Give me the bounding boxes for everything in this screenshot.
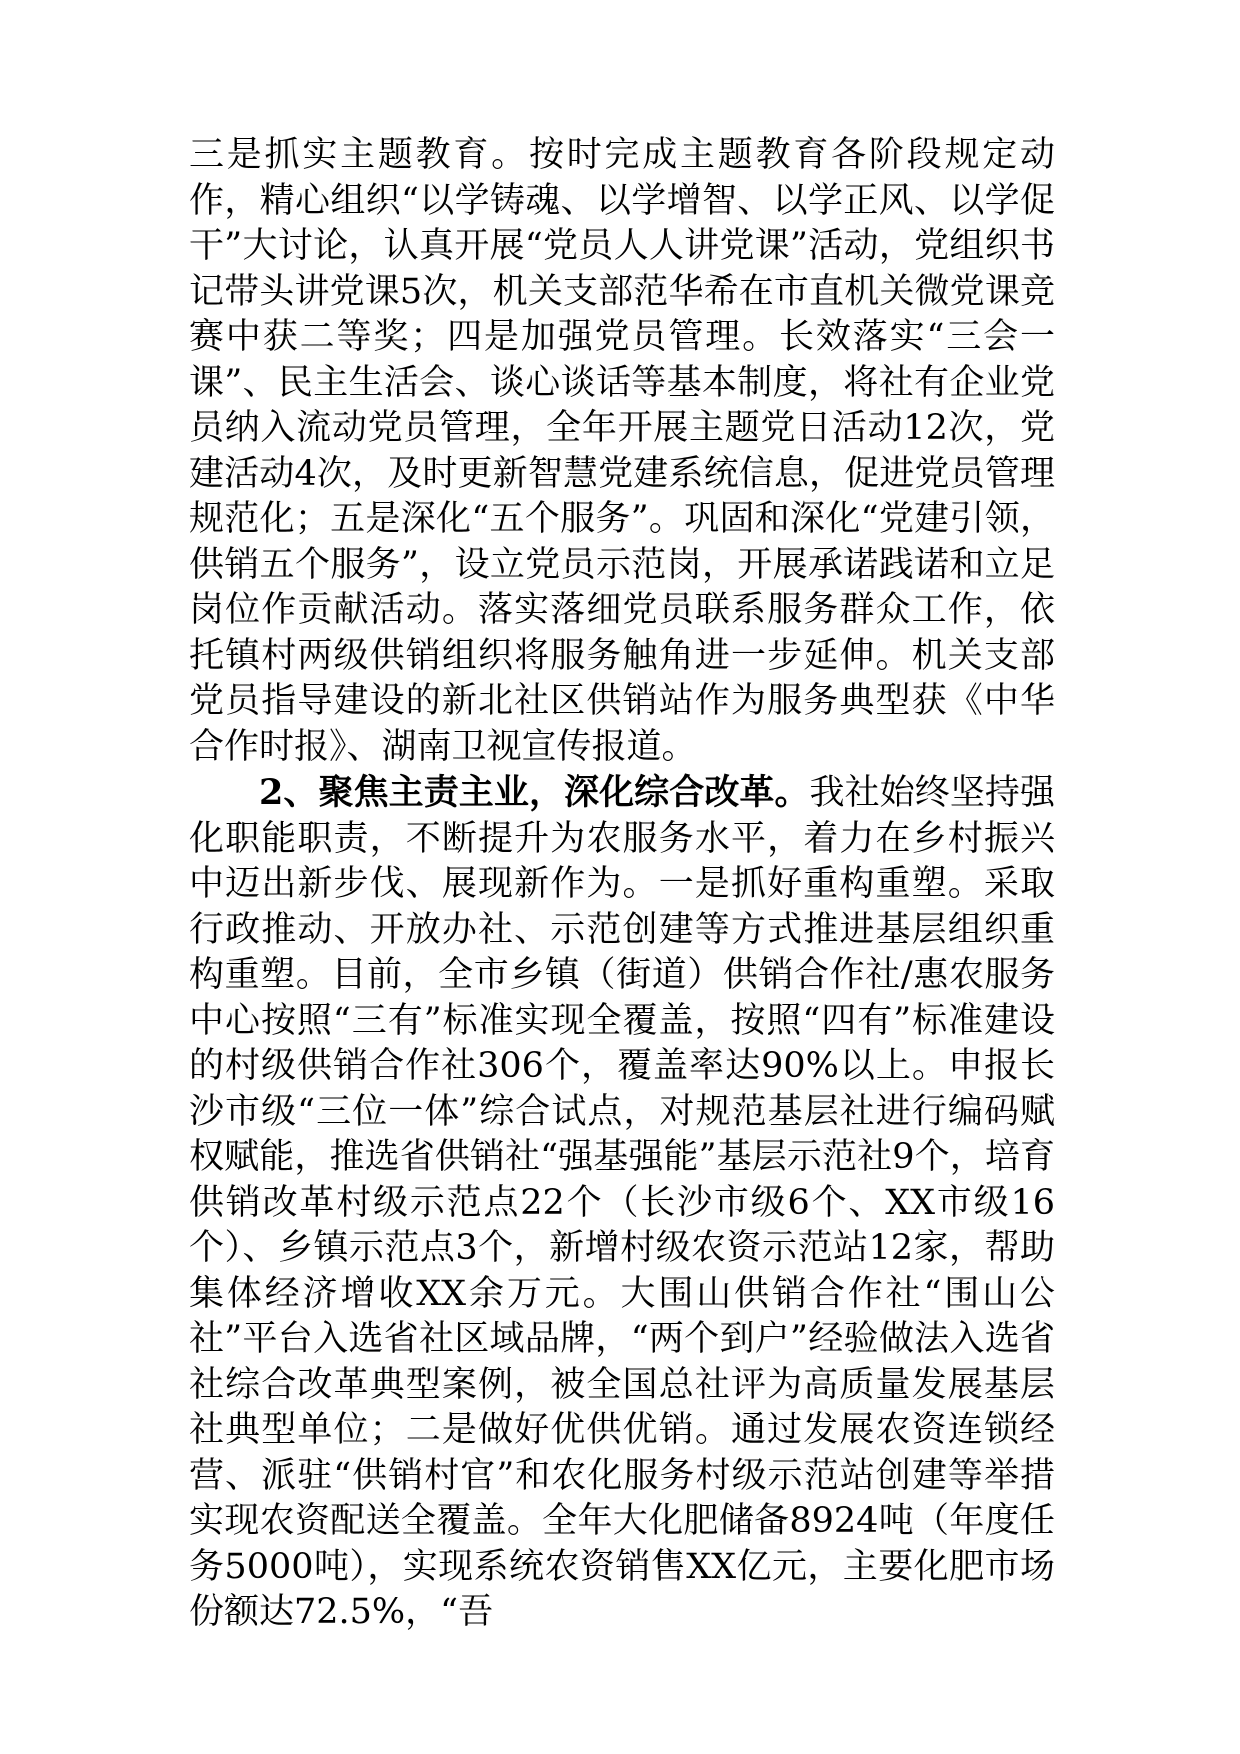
section-heading: 2、聚焦主责主业，深化综合改革。	[259, 772, 810, 813]
paragraph-text: 三是抓实主题教育。按时完成主题教育各阶段规定动作，精心组织“以学铸魂、以学增智、以学正风、以学促干”大讨论，认真开展“党员人人讲党课”活动，党组织书记带头讲党课5次，机关支部范华希在市直机关微党课竞赛中获二等奖；四是加强党员管理。长效落实“三会一课”、民主生活会、谈心谈话等基本制度，将社有企业党员纳入流动党员管理，全年开展主题党日活动12次，党建活动4次，及时更新智慧党建系统信息，促进党员管理规范化；五是深化“五个服务”。巩固和深化“党建引领，供销五个服务”，设立党员示范岗，开展承诺践诺和立足岗位作贡献活动。落实落细党员联系服务群众工作，依托镇村两级供销组织将服务触角进一步延伸。机关支部党员指导建设的新北社区供销站作为服务典型获《中华合作时报》、湖南卫视宣传报道。	[189, 135, 1055, 767]
document-body	[189, 133, 1055, 1636]
paragraph-party-building	[189, 133, 1055, 770]
paragraph-reform	[189, 770, 1055, 1636]
paragraph-text: 我社始终坚持强化职能职责，不断提升为农服务水平，着力在乡村振兴中迈出新步伐、展现新作为。一是抓好重构重塑。采取行政推动、开放办社、示范创建等方式推进基层组织重构重塑。目前，全市乡镇（街道）供销合作社/惠农服务中心按照“三有”标准实现全覆盖，按照“四有”标准建设的村级供销合作社306个，覆盖率达90%以上。申报长沙市级“三位一体”综合试点，对规范基层社进行编码赋权赋能，推选省供销社“强基强能”基层示范社9个，培育供销改革村级示范点22个（长沙市级6个、XX市级16个）、乡镇示范点3个，新增村级农资示范站12家，帮助集体经济增收XX余万元。大围山供销合作社“围山公社”平台入选省社区域品牌，“两个到户”经验做法入选省社综合改革典型案例，被全国总社评为高质量发展基层社典型单位；二是做好优供优销。通过发展农资连锁经营、派驻“供销村官”和农化服务村级示范站创建等举措实现农资配送全覆盖。全年大化肥储备8924吨（年度任务5000吨），实现系统农资销售XX亿元，主要化肥市场份额达72.5%，“吾	[189, 773, 1055, 1632]
